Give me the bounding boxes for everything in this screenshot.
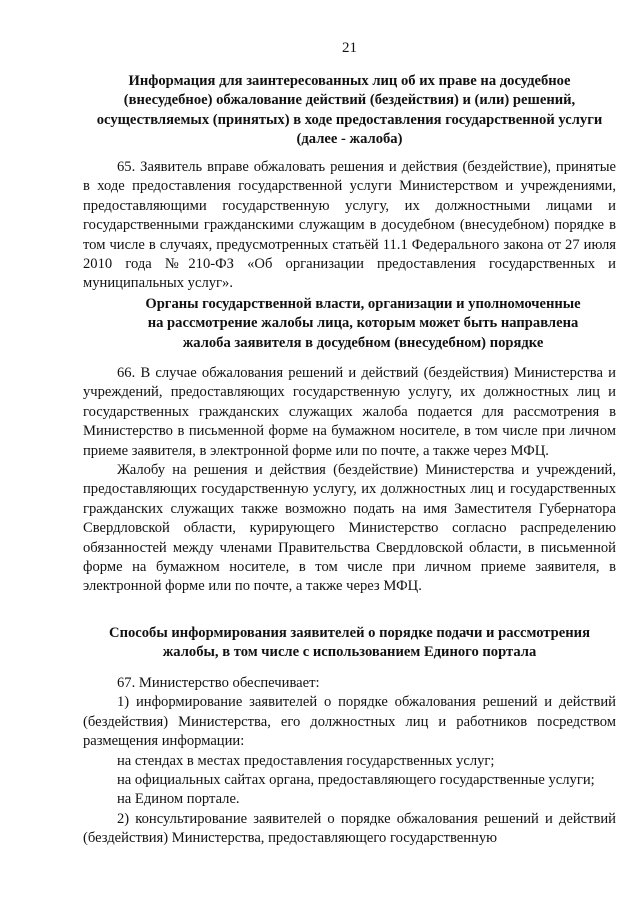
paragraph-65: 65. Заявитель вправе обжаловать решения и действия (бездействие), принятые в ходе предоставления государственной услуги Министерством и учреждениями, предоставляющими государственную услугу, их должностными лицами и государственными гражданскими служащим в досудебном (внесудебном) порядке в том числе в случаях, предусмотренных статьёй 11.1 Федерального закона от 27 июля 2010 года №210-ФЗ «Об организации предоставления государственных и муниципальных услуг».: [83, 159, 616, 292]
list-item-1: 1) информирование заявителей о порядке обжалования решений и действий (бездействия) Министерства, его должностных лиц и работников посредством размещения информации:: [83, 694, 616, 750]
section-heading-authorities: [123, 295, 603, 353]
section-heading-appeal-info: [83, 72, 616, 150]
heading-line: осуществляемых (принятых) в ходе предоставления государственной услуги: [96, 111, 603, 128]
paragraph-67: 67. Министерство обеспечивает:: [117, 675, 320, 691]
paragraph-66-continued: Жалобу на решения и действия (бездействие) Министерства и учреждений, предоставляющих государственную услугу, их должностных лиц и государственных гражданских служащих также возможно подать на имя Заместителя Губернатора Свердловской области, курирующего Министерство согласно распределению обязанностей между членами Правительства Свердловской области, в письменной форме на бумажном носителе, в том числе при личном приеме заявителя, в электронной форме или по почте, а также через МФЦ.: [83, 462, 616, 595]
section-heading-informing-methods: [83, 624, 616, 663]
sub-item-stands: на стендах в местах предоставления государственных услуг;: [117, 752, 495, 769]
heading-line: Способы информирования заявителей о порядке подачи и рассмотрения: [109, 625, 590, 641]
heading-line: (внесудебное) обжалование действий (бездействия) и (или) решений,: [123, 92, 576, 109]
heading-line: на рассмотрение жалобы лица, которым может быть направлена: [147, 315, 579, 332]
heading-line: Информация для заинтересованных лиц об их праве на досудебное: [128, 73, 571, 89]
heading-line: жалоба заявителя в досудебном (внесудебном) порядке: [182, 334, 544, 351]
paragraph-66-block: [83, 364, 616, 597]
heading-line: Органы государственной власти, организации и уполномоченные: [145, 296, 581, 312]
heading-line: (далее - жалоба): [296, 131, 403, 148]
heading-line: жалобы, в том числе с использованием Единого портала: [162, 644, 537, 661]
sub-item-official-sites: на официальных сайтах органа, предоставляющего государственные услуги;: [117, 772, 595, 789]
paragraph-67-block: [83, 674, 616, 849]
paragraph-66: 66. В случае обжалования решений и действий (бездействия) Министерства и учреждений, предоставляющих государственную услугу, их должностных лиц и государственных гражданских служащих жалоба подается для рассмотрения в Министерство в письменной форме на бумажном носителе, в том числе при личном приеме заявителя, в электронной форме или по почте, а также через МФЦ.: [83, 365, 616, 459]
page-number: 21: [342, 40, 357, 56]
list-item-2: 2) консультирование заявителей о порядке обжалования решений и действий (бездействия) Министерства, предоставляющего государственную: [83, 810, 616, 847]
sub-item-unified-portal: на Едином портале.: [117, 791, 240, 808]
